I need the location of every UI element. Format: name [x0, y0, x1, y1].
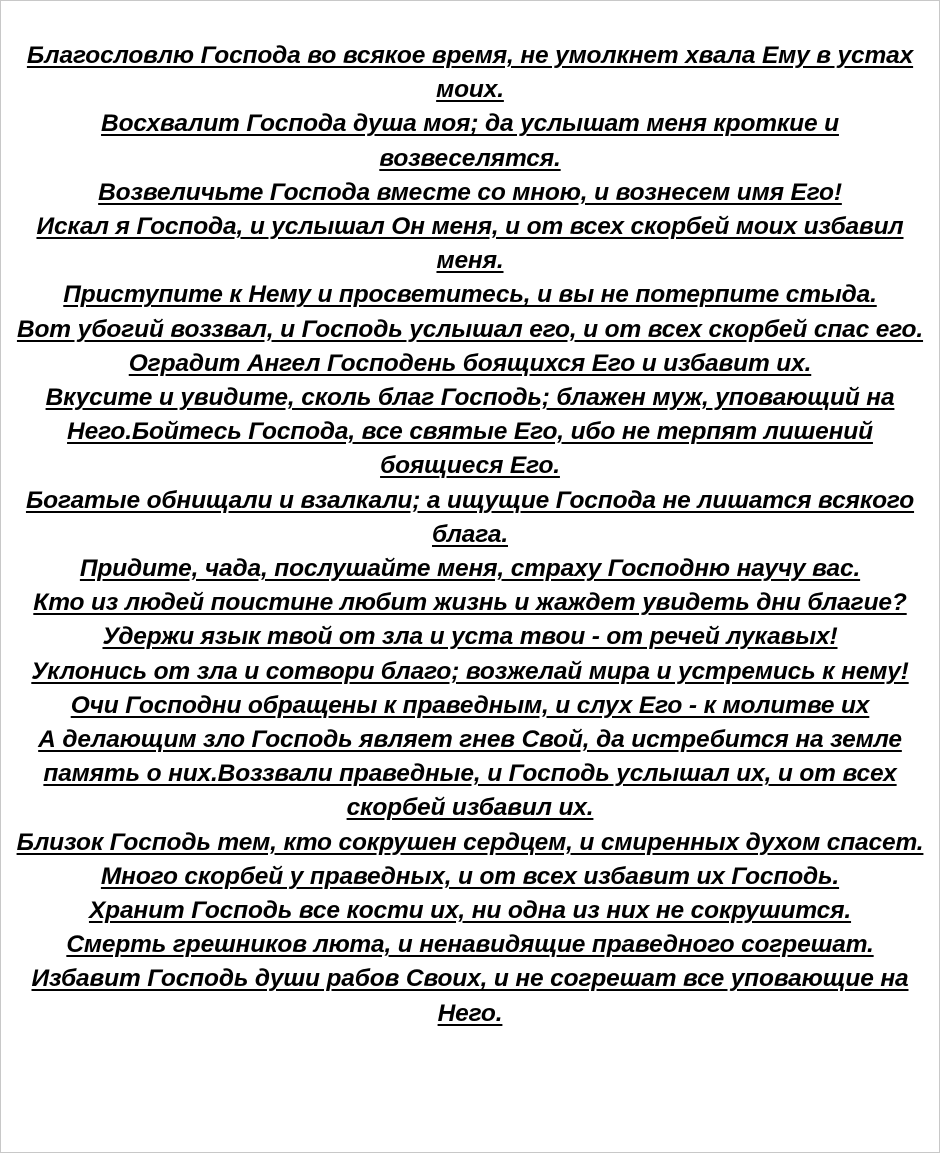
verse-6: Вот убогий воззвал, и Господь услышал его, и от всех скорбей спас его. [16, 315, 924, 343]
verse-17: Много скорбей у праведных, и от всех избавит их Господь. [100, 862, 840, 890]
verse-2: Восхвалит Господа душа моя; да услышат меня кроткие и возвеселятся. [101, 110, 839, 172]
verse-9: Богатые обнищали и взалкали; а ищущие Господа не лишатся всякого блага. [25, 486, 915, 548]
psalm-text [9, 39, 931, 1031]
verse-8: Вкусите и увидите, сколь благ Господь; блажен муж, уповающий на Него.Бойтесь Господа, все святые Его, ибо не терпят лишений боящиеся Его. [45, 384, 895, 480]
verse-11: Кто из людей поистине любит жизнь и жаждет увидеть дни благие? [33, 589, 907, 617]
verse-4: Искал я Господа, и услышал Он меня, и от всех скорбей моих избавил меня. [36, 213, 904, 275]
verse-10: Придите, чада, послушайте меня, страху Господню научу вас. [79, 555, 861, 583]
verse-16: Близок Господь тем, кто сокрушен сердцем, и смиренных духом спасет. [16, 828, 924, 856]
verse-19: Смерть грешников люта, и ненавидящие праведного согрешат. [66, 931, 874, 959]
verse-3: Возвеличьте Господа вместе со мною, и вознесем имя Его! [98, 178, 842, 206]
verse-13: Уклонись от зла и сотвори благо; возжелай мира и устремись к нему! [31, 657, 909, 685]
verse-5: Приступите к Нему и просветитесь, и вы не потерпите стыда. [63, 281, 877, 309]
verse-7: Оградит Ангел Господень боящихся Его и избавит их. [128, 349, 812, 377]
verse-20: Избавит Господь души рабов Своих, и не согрешат все уповающие на Него. [31, 965, 909, 1027]
verse-15: А делающим зло Господь являет гнев Свой, да истребится на земле память о них.Воззвали праведные, и Господь услышал их, и от всех скорбей избавил их. [38, 726, 902, 822]
verse-14: Очи Господни обращены к праведным, и слух Его - к молитве их [70, 691, 870, 719]
verse-18: Хранит Господь все кости их, ни одна из них не сокрушится. [88, 897, 852, 925]
verse-1: Благословлю Господа во всякое время, не умолкнет хвала Ему в устах моих. [26, 42, 914, 104]
verse-12: Удержи язык твой от зла и уста твои - от речей лукавых! [102, 623, 838, 651]
